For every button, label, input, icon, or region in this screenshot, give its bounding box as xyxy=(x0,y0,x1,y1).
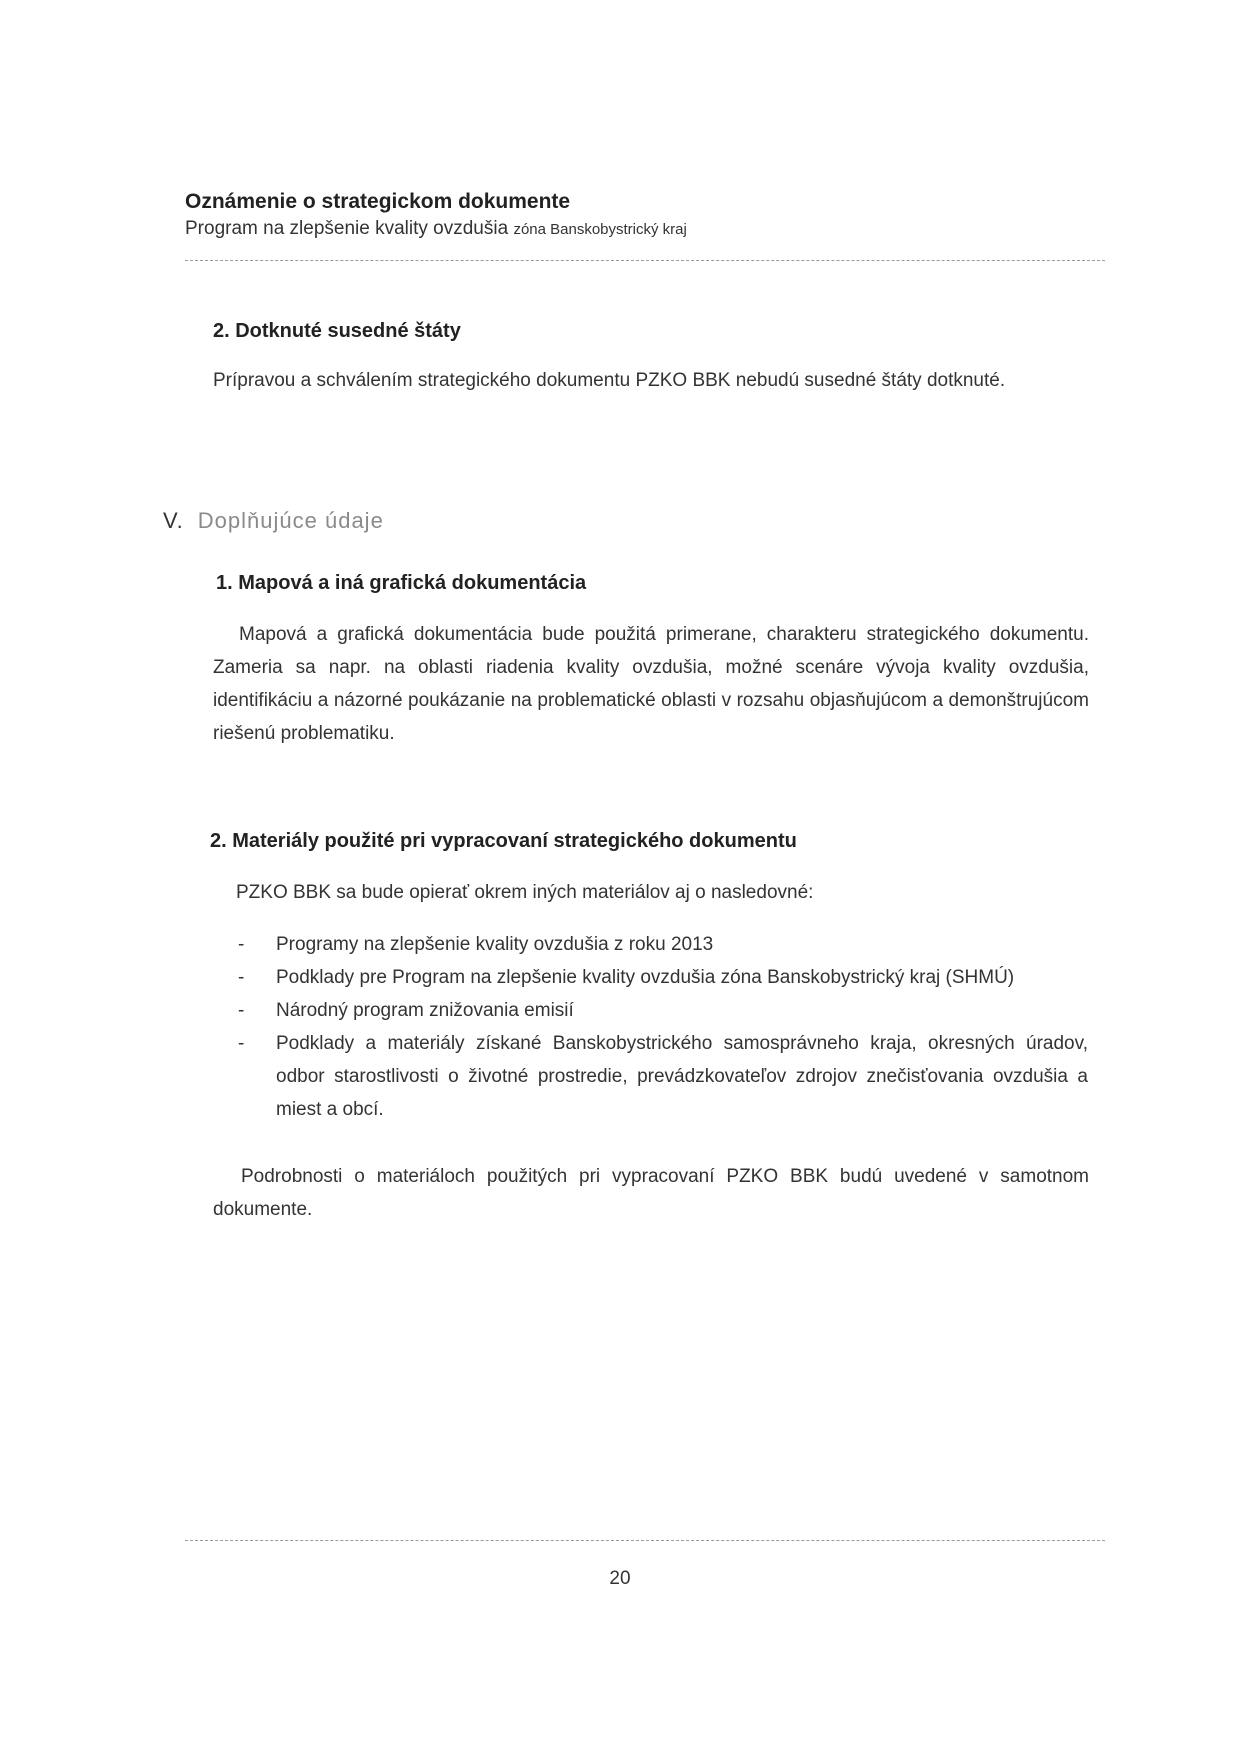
page-number: 20 xyxy=(609,1568,631,1589)
bullet-dash: - xyxy=(238,934,245,955)
list-item-text: Podklady a materiály získané Banskobystrického samosprávneho kraja, okresných úradov, odbor starostlivosti o životné prostredie, prevádzkovateľov zdrojov znečisťovania ovzdušia a miest a obcí. xyxy=(276,1033,1088,1120)
map-documentation-heading: 1. Mapová a iná grafická dokumentácia xyxy=(216,572,587,594)
materials-intro: PZKO BBK sa bude opierať okrem iných materiálov aj o nasledovné: xyxy=(236,882,814,903)
list-item-text: Programy na zlepšenie kvality ovzdušia z roku 2013 xyxy=(276,934,714,955)
footer-divider xyxy=(185,1540,1105,1541)
section-v-number: V. xyxy=(163,508,184,533)
materials-list xyxy=(238,928,1088,1126)
document-header-title: Oznámenie o strategickom dokumente xyxy=(185,190,571,213)
neighbour-states-heading: 2. Dotknuté susedné štáty xyxy=(213,320,461,342)
bullet-dash: - xyxy=(238,1033,245,1054)
header-divider xyxy=(185,260,1105,261)
list-item xyxy=(238,1027,1088,1126)
materials-heading: 2. Materiály použité pri vypracovaní strategického dokumentu xyxy=(210,830,797,852)
list-item xyxy=(238,928,1088,961)
list-item xyxy=(238,994,1088,1027)
subtitle-main: Program na zlepšenie kvality ovzdušia xyxy=(185,218,514,239)
bullet-dash: - xyxy=(238,1000,245,1021)
list-item-text: Podklady pre Program na zlepšenie kvality ovzdušia zóna Banskobystrický kraj (SHMÚ) xyxy=(276,967,1015,988)
materials-closing: Podrobnosti o materiáloch použitých pri vypracovaní PZKO BBK budú uvedené v samotnom dokumente. xyxy=(213,1166,1089,1220)
document-header-subtitle xyxy=(185,218,687,240)
list-item xyxy=(238,961,1088,994)
subtitle-small: zóna Banskobystrický kraj xyxy=(513,221,687,238)
bullet-dash: - xyxy=(238,967,245,988)
neighbour-states-text: Prípravou a schválením strategického dokumentu PZKO BBK nebudú susedné štáty dotknuté. xyxy=(213,370,1006,391)
section-v-heading xyxy=(163,508,384,534)
list-item-text: Národný program znižovania emisií xyxy=(276,1000,574,1021)
map-documentation-text: Mapová a grafická dokumentácia bude použitá primerane, charakteru strategického dokumentu. Zameria sa napr. na oblasti riadenia kvality ovzdušia, možné scenáre vývoja kvality ovzdušia, identifikáciu a názorné poukázanie na problematické oblasti v rozsahu objasňujúcom a demonštrujúcom riešenú problematiku. xyxy=(213,624,1089,744)
section-v-title: Doplňujúce údaje xyxy=(197,508,384,533)
